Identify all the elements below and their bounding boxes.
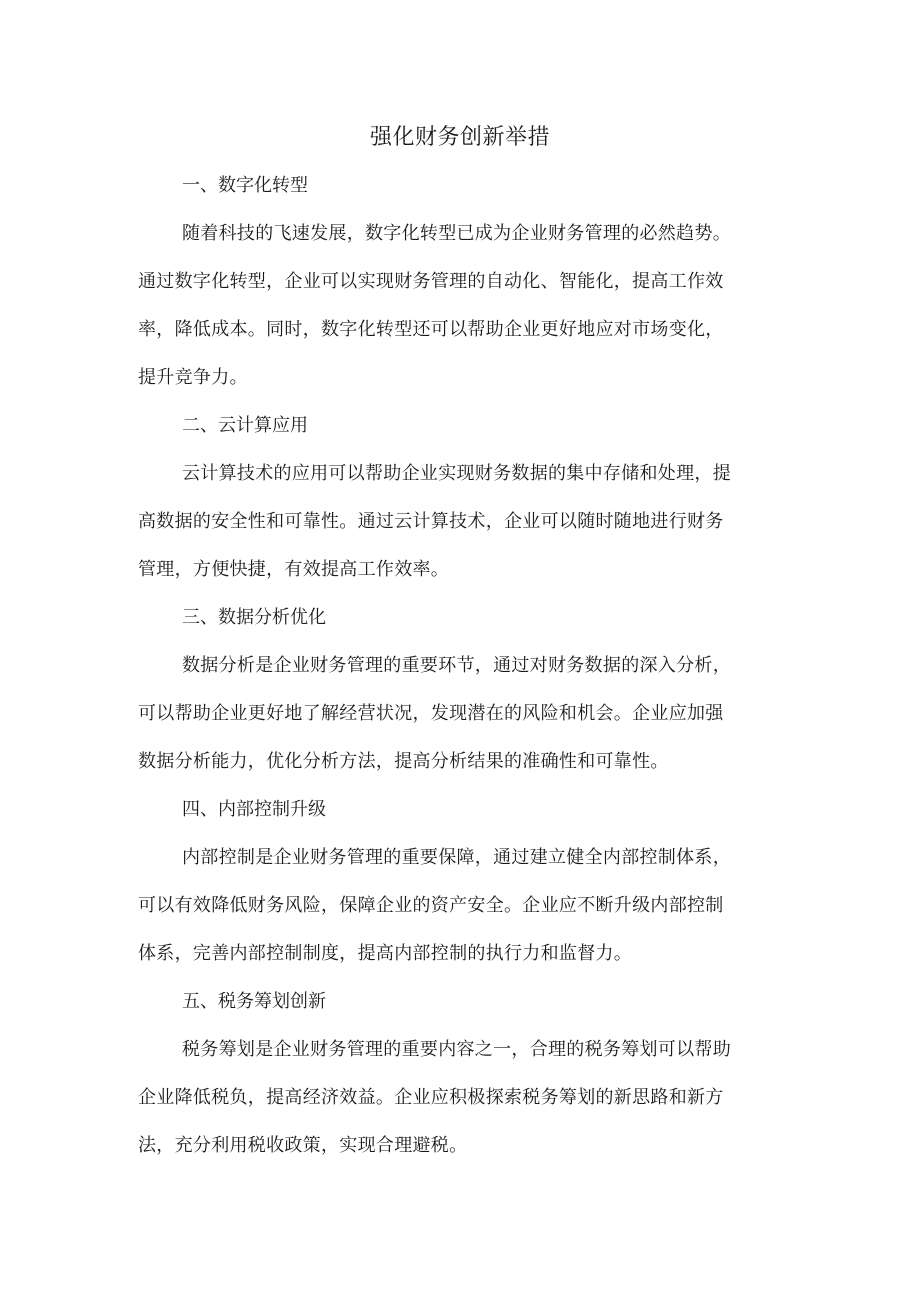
paragraph-line: 云计算技术的应用可以帮助企业实现财务数据的集中存储和处理，提 [182, 463, 731, 484]
paragraph-line: 体系，完善内部控制制度，提高内部控制的执行力和监督力。 [138, 943, 633, 964]
paragraph-line: 提升竞争力。 [138, 367, 248, 388]
paragraph-line: 可以帮助企业更好地了解经营状况，发现潜在的风险和机会。企业应加强 [138, 703, 724, 724]
paragraph-line: 法，充分利用税收政策，实现合理避税。 [138, 1135, 468, 1156]
document-title: 强化财务创新举措 [369, 125, 550, 150]
section-heading-1: 一、数字化转型 [182, 175, 308, 196]
section-heading-5: 五、税务筹划创新 [182, 991, 326, 1012]
paragraph-line: 高数据的安全性和可靠性。通过云计算技术，企业可以随时随地进行财务 [138, 511, 724, 532]
paragraph-line: 随着科技的飞速发展，数字化转型已成为企业财务管理的必然趋势。 [182, 223, 731, 244]
paragraph-line: 可以有效降低财务风险，保障企业的资产安全。企业应不断升级内部控制 [138, 895, 724, 916]
paragraph-line: 通过数字化转型，企业可以实现财务管理的自动化、智能化，提高工作效 [138, 271, 724, 292]
section-heading-4: 四、内部控制升级 [182, 799, 326, 820]
paragraph-line: 管理，方便快捷，有效提高工作效率。 [138, 559, 450, 580]
paragraph-line: 数据分析能力，优化分析方法，提高分析结果的准确性和可靠性。 [138, 751, 669, 772]
paragraph-line: 税务筹划是企业财务管理的重要内容之一，合理的税务筹划可以帮助 [182, 1039, 731, 1060]
section-heading-2: 二、云计算应用 [182, 415, 308, 436]
paragraph-line: 内部控制是企业财务管理的重要保障，通过建立健全内部控制体系， [182, 847, 731, 868]
paragraph-line: 数据分析是企业财务管理的重要环节，通过对财务数据的深入分析， [182, 655, 731, 676]
paragraph-line: 率，降低成本。同时，数字化转型还可以帮助企业更好地应对市场变化， [138, 319, 724, 340]
section-heading-3: 三、数据分析优化 [182, 607, 326, 628]
paragraph-line: 企业降低税负，提高经济效益。企业应积极探索税务筹划的新思路和新方 [138, 1087, 724, 1108]
